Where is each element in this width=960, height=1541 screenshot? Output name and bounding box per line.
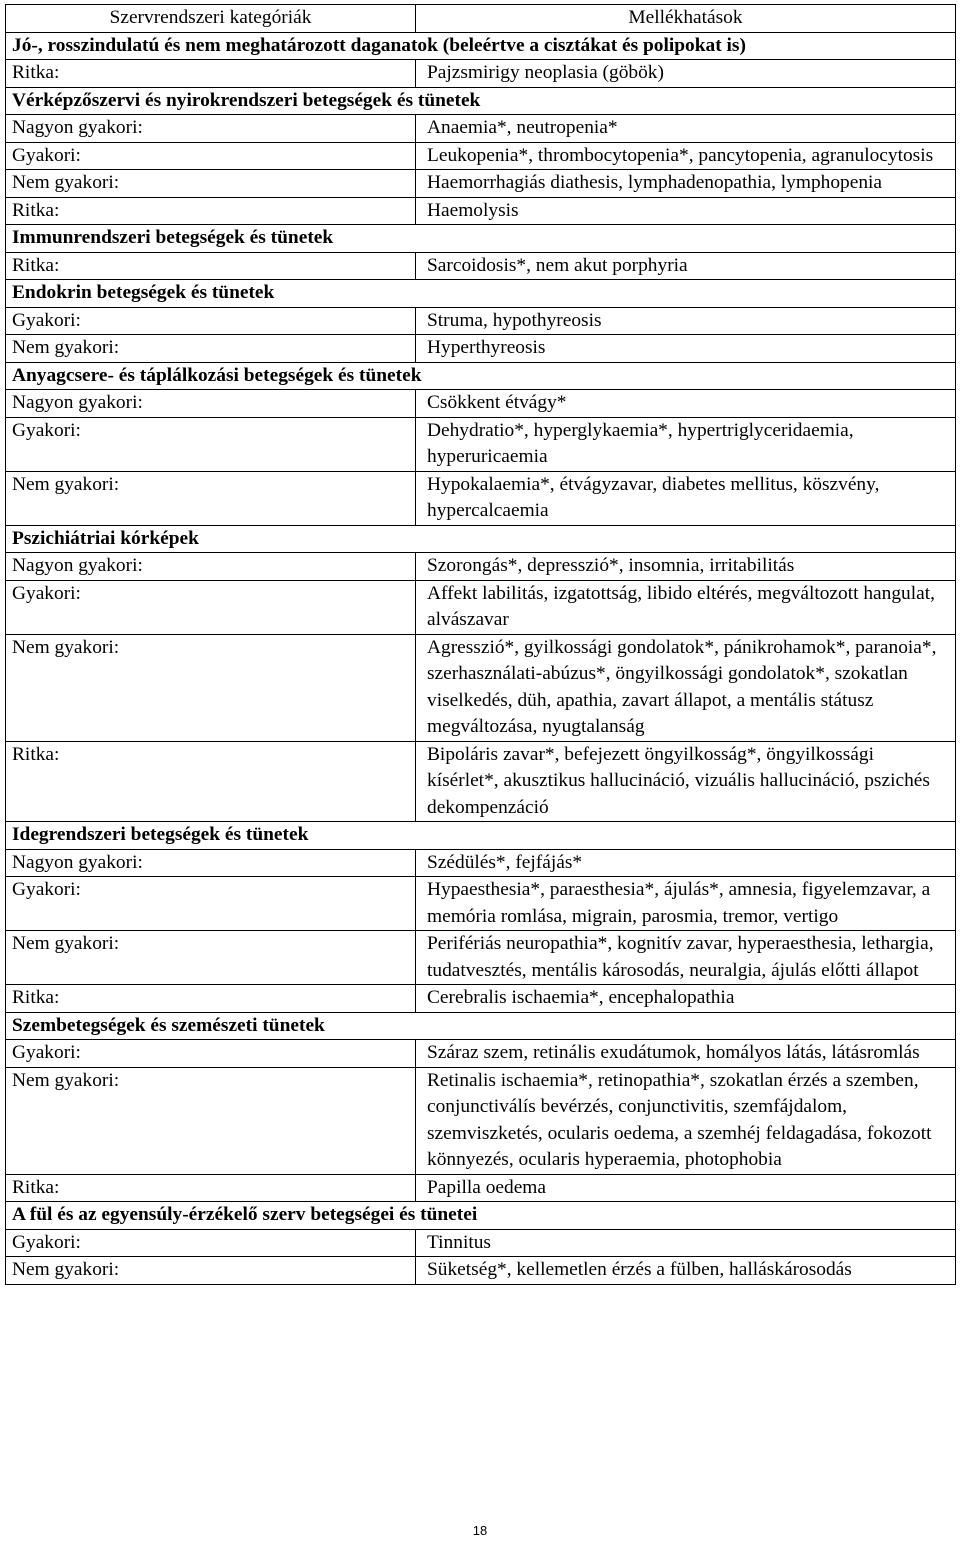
side-effects-cell: Süketség*, kellemetlen érzés a fülben, halláskárosodás [416,1257,956,1285]
table-row [6,1257,956,1285]
side-effects-cell: Affekt labilitás, izgatottság, libido eltérés, megváltozott hangulat, alvászavar [416,580,956,634]
side-effects-cell: Leukopenia*, thrombocytopenia*, pancytopenia, agranulocytosis [416,142,956,170]
side-effects-cell: Csökkent étvágy* [416,390,956,418]
section-row [6,32,956,60]
section-title: Jó-, rosszindulatú és nem meghatározott daganatok (beleértve a cisztákat és polipokat is) [6,32,956,60]
frequency-cell: Gyakori: [6,877,416,931]
frequency-cell: Nagyon gyakori: [6,390,416,418]
table-row [6,877,956,931]
side-effects-cell: Bipoláris zavar*, befejezett öngyilkosság*, öngyilkossági kísérlet*, akusztikus hallucináció, vizuális hallucináció, pszichés dekompenzáció [416,741,956,822]
table-row [6,307,956,335]
frequency-cell: Gyakori: [6,142,416,170]
side-effects-cell: Hypaesthesia*, paraesthesia*, ájulás*, amnesia, figyelemzavar, a memória romlása, migrain, parosmia, tremor, vertigo [416,877,956,931]
table-row [6,60,956,88]
frequency-cell: Ritka: [6,197,416,225]
page-number: 18 [472,1523,488,1538]
section-title: Pszichiátriai kórképek [6,525,956,553]
section-row [6,87,956,115]
side-effects-cell: Hyperthyreosis [416,335,956,363]
frequency-cell: Gyakori: [6,1229,416,1257]
section-title: Immunrendszeri betegségek és tünetek [6,225,956,253]
section-title: A fül és az egyensúly-érzékelő szerv betegségei és tünetei [6,1202,956,1230]
frequency-cell: Gyakori: [6,1040,416,1068]
side-effects-cell: Szédülés*, fejfájás* [416,849,956,877]
side-effects-cell: Pajzsmirigy neoplasia (göbök) [416,60,956,88]
table-row [6,142,956,170]
table-row [6,197,956,225]
frequency-cell: Nagyon gyakori: [6,849,416,877]
section-title: Anyagcsere- és táplálkozási betegségek és tünetek [6,362,956,390]
table-row [6,170,956,198]
section-title: Endokrin betegségek és tünetek [6,280,956,308]
frequency-cell: Nem gyakori: [6,335,416,363]
section-title: Vérképzőszervi és nyirokrendszeri betegségek és tünetek [6,87,956,115]
side-effects-cell: Cerebralis ischaemia*, encephalopathia [416,985,956,1013]
frequency-cell: Nagyon gyakori: [6,553,416,581]
section-row [6,1012,956,1040]
section-row [6,822,956,850]
section-row [6,525,956,553]
table-row [6,985,956,1013]
table-row [6,1174,956,1202]
frequency-cell: Gyakori: [6,580,416,634]
table-row [6,1067,956,1174]
side-effects-cell: Agresszió*, gyilkossági gondolatok*, pánikrohamok*, paranoia*, szerhasználati-abúzus*, öngyilkossági gondolatok*, szokatlan viselkedés, düh, apathia, zavart állapot, a mentális státusz megváltozása, nyugtalanság [416,634,956,741]
frequency-cell: Ritka: [6,60,416,88]
header-side-effects: Mellékhatások [416,5,956,33]
side-effects-cell: Dehydratio*, hyperglykaemia*, hypertriglyceridaemia, hyperuricaemia [416,417,956,471]
table-row [6,390,956,418]
side-effects-table [5,4,956,1285]
frequency-cell: Nem gyakori: [6,471,416,525]
table-row [6,1229,956,1257]
section-row [6,1202,956,1230]
table-row [6,741,956,822]
frequency-cell: Nem gyakori: [6,634,416,741]
side-effects-cell: Haemorrhagiás diathesis, lymphadenopathia, lymphopenia [416,170,956,198]
table-row [6,1040,956,1068]
table-row [6,931,956,985]
frequency-cell: Ritka: [6,985,416,1013]
frequency-cell: Nem gyakori: [6,1257,416,1285]
side-effects-cell: Anaemia*, neutropenia* [416,115,956,143]
side-effects-cell: Haemolysis [416,197,956,225]
side-effects-cell: Tinnitus [416,1229,956,1257]
table-row [6,252,956,280]
side-effects-cell: Száraz szem, retinális exudátumok, homályos látás, látásromlás [416,1040,956,1068]
side-effects-cell: Sarcoidosis*, nem akut porphyria [416,252,956,280]
section-title: Idegrendszeri betegségek és tünetek [6,822,956,850]
table-body [6,32,956,1284]
side-effects-cell: Retinalis ischaemia*, retinopathia*, szokatlan érzés a szemben, conjunctiválís bevérzés, conjunctivitis, szemfájdalom, szemviszketés, ocularis oedema, a szemhéj feldagadása, fokozott könnyezés, ocularis hyperaemia, photophobia [416,1067,956,1174]
table-row [6,417,956,471]
frequency-cell: Ritka: [6,1174,416,1202]
table-row [6,335,956,363]
side-effects-cell: Hypokalaemia*, étvágyzavar, diabetes mellitus, köszvény, hypercalcaemia [416,471,956,525]
table-row [6,849,956,877]
section-row [6,280,956,308]
table-row [6,553,956,581]
frequency-cell: Nem gyakori: [6,931,416,985]
frequency-cell: Ritka: [6,741,416,822]
frequency-cell: Ritka: [6,252,416,280]
section-title: Szembetegségek és szemészeti tünetek [6,1012,956,1040]
section-row [6,362,956,390]
side-effects-cell: Perifériás neuropathia*, kognitív zavar, hyperaesthesia, lethargia, tudatvesztés, mentális károsodás, neuralgia, ájulás előtti állapot [416,931,956,985]
frequency-cell: Gyakori: [6,307,416,335]
frequency-cell: Gyakori: [6,417,416,471]
side-effects-cell: Papilla oedema [416,1174,956,1202]
table-row [6,115,956,143]
frequency-cell: Nem gyakori: [6,170,416,198]
header-organ-class: Szervrendszeri kategóriák [6,5,416,33]
frequency-cell: Nem gyakori: [6,1067,416,1174]
table-row [6,580,956,634]
frequency-cell: Nagyon gyakori: [6,115,416,143]
table-header-row [6,5,956,33]
side-effects-cell: Struma, hypothyreosis [416,307,956,335]
side-effects-cell: Szorongás*, depresszió*, insomnia, irritabilitás [416,553,956,581]
section-row [6,225,956,253]
table-row [6,634,956,741]
table-row [6,471,956,525]
